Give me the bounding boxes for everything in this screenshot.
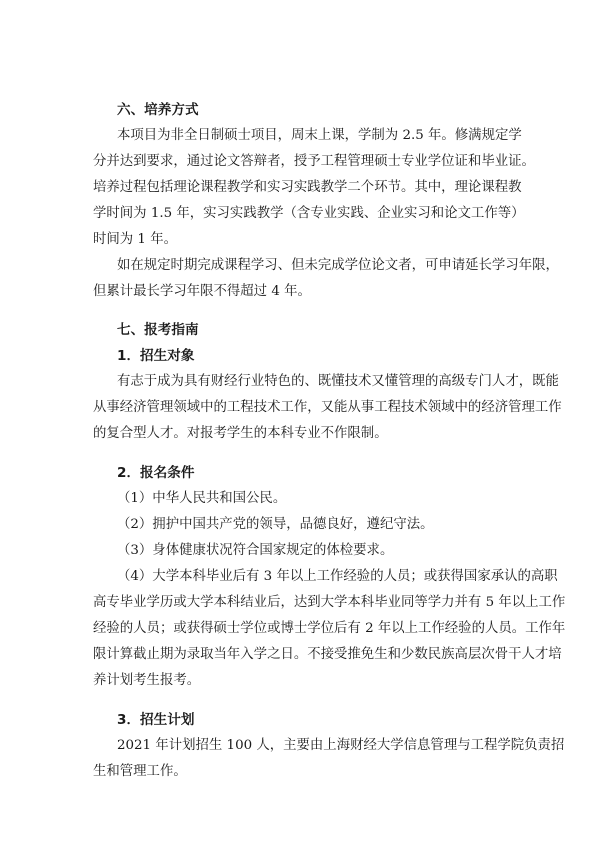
- paragraph-line: 高专毕业学历或大学本科结业后，达到大学本科毕业同等学力并有 5 年以上工作: [93, 595, 566, 610]
- paragraph-line: 经验的人员；或获得硕士学位或博士学位后有 2 年以上工作经验的人员。工作年: [93, 621, 566, 636]
- paragraph-line: 的复合型人才。对报考学生的本科专业不作限制。: [93, 426, 388, 441]
- paragraph-line: 分并达到要求，通过论文答辩者，授予工程管理硕士专业学位证和毕业证。: [93, 154, 535, 169]
- subsection-heading-targets: 1．招生对象: [117, 348, 195, 364]
- list-item: （3）身体健康状况符合国家规定的体检要求。: [117, 543, 394, 558]
- paragraph-line: 生和管理工作。: [93, 764, 187, 779]
- paragraph-line: 但累计最长学习年限不得超过 4 年。: [93, 284, 311, 299]
- paragraph-line: 学时间为 1.5 年，实习实践教学（含专业实践、企业实习和论文工作等）: [93, 206, 525, 221]
- section-heading-guide: 七、报考指南: [117, 322, 199, 338]
- subsection-heading-conditions: 2．报名条件: [117, 465, 195, 481]
- list-item: （1）中华人民共和国公民。: [117, 491, 287, 506]
- list-item: （4）大学本科毕业后有 3 年以上工作经验的人员；或获得国家承认的高职: [117, 569, 558, 584]
- list-item: （2）拥护中国共产党的领导，品德良好，遵纪守法。: [117, 517, 434, 532]
- paragraph-line: 限计算截止期为录取当年入学之日。不接受推免生和少数民族高层次骨干人才培: [93, 647, 562, 662]
- paragraph-line: 有志于成为具有财经行业特色的、既懂技术又懂管理的高级专门人才，既能: [117, 374, 559, 389]
- paragraph-line: 养计划考生报考。: [93, 673, 201, 688]
- paragraph-line: 从事经济管理领域中的工程技术工作，又能从事工程技术领域中的经济管理工作: [93, 400, 562, 415]
- paragraph-line: 2021 年计划招生 100 人，主要由上海财经大学信息管理与工程学院负责招: [117, 738, 565, 753]
- subsection-heading-plan: 3．招生计划: [117, 712, 195, 728]
- paragraph-line: 本项目为非全日制硕士项目，周末上课，学制为 2.5 年。修满规定学: [117, 128, 522, 143]
- paragraph-line: 培养过程包括理论课程教学和实习实践教学二个环节。其中，理论课程教: [93, 180, 522, 195]
- section-heading-training: 六、培养方式: [117, 102, 199, 118]
- paragraph-line: 时间为 1 年。: [93, 232, 177, 247]
- paragraph-line: 如在规定时期完成课程学习、但未完成学位论文者，可申请延长学习年限，: [117, 258, 559, 273]
